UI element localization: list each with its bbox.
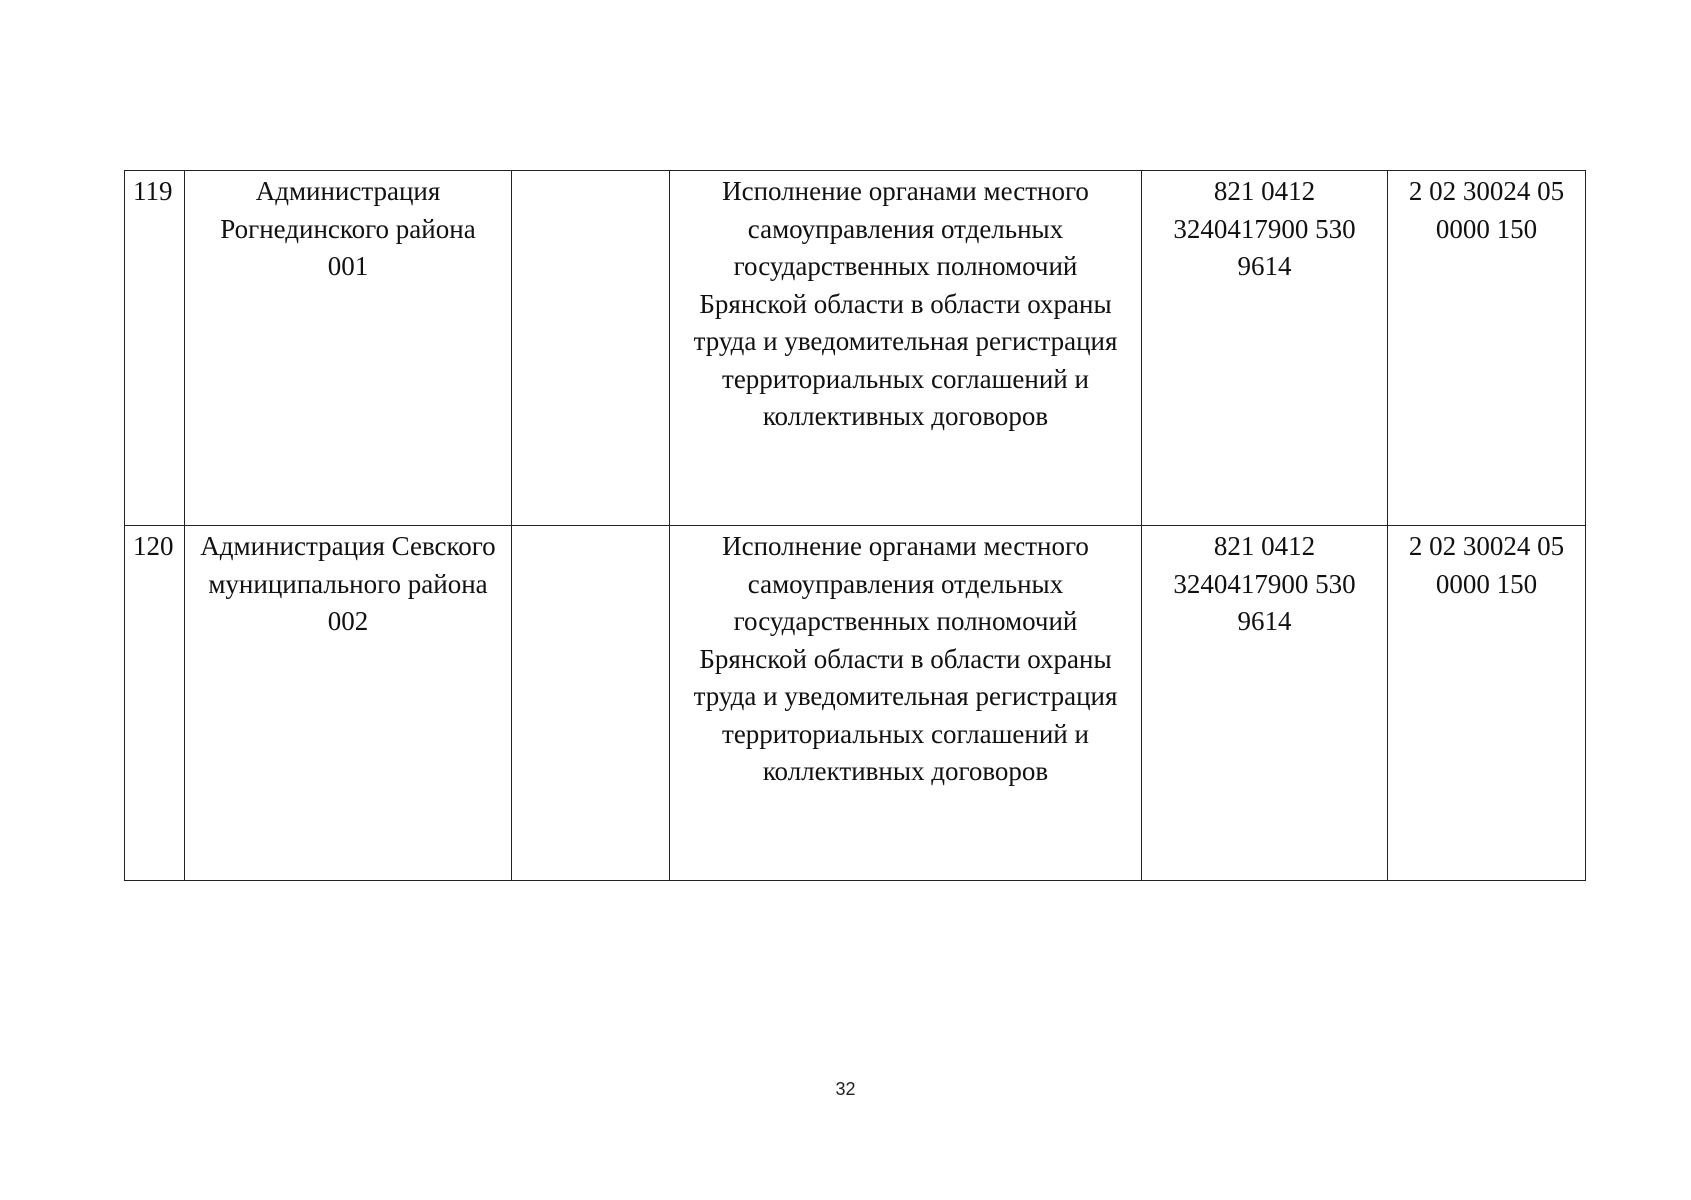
recipient-line: Администрация bbox=[255, 176, 441, 206]
purpose-line: государственных полномочий bbox=[733, 251, 1078, 281]
row-number-cell bbox=[125, 526, 185, 881]
budget-code-line: 821 0412 bbox=[1213, 176, 1316, 206]
empty-cell bbox=[512, 171, 670, 526]
revenue-code-cell bbox=[1388, 171, 1586, 526]
table-row bbox=[125, 526, 1586, 881]
purpose-line: государственных полномочий bbox=[733, 606, 1078, 636]
recipient-line: Рогнединского района bbox=[220, 213, 476, 244]
recipient-line: Администрация Севского bbox=[200, 531, 496, 561]
revenue-code-line: 2 02 30024 05 bbox=[1408, 176, 1565, 206]
page-number: 32 bbox=[835, 1079, 856, 1099]
revenue-code-line: 0000 150 bbox=[1435, 568, 1538, 599]
budget-code-line: 9614 bbox=[1237, 606, 1292, 636]
revenue-code-cell bbox=[1388, 526, 1586, 881]
budget-code-cell bbox=[1142, 526, 1388, 881]
purpose-line: коллективных договоров bbox=[762, 756, 1049, 786]
budget-code-line: 9614 bbox=[1237, 251, 1292, 281]
budget-code-line: 3240417900 530 bbox=[1173, 568, 1356, 599]
empty-cell bbox=[512, 526, 670, 881]
table-row bbox=[125, 171, 1586, 526]
row-number: 119 bbox=[133, 176, 173, 206]
purpose-line: территориальных соглашений и bbox=[722, 718, 1089, 749]
recipient-cell bbox=[185, 171, 512, 526]
purpose-line: труда и уведомительная регистрация bbox=[693, 681, 1118, 711]
purpose-line: самоуправления отдельных bbox=[747, 213, 1064, 244]
revenue-code-line: 0000 150 bbox=[1435, 213, 1538, 244]
recipient-line: муниципального района bbox=[208, 568, 488, 599]
row-number: 120 bbox=[133, 531, 174, 561]
purpose-line: Брянской области в области охраны bbox=[699, 288, 1112, 319]
row-number-cell bbox=[125, 171, 185, 526]
purpose-line: самоуправления отдельных bbox=[747, 568, 1064, 599]
purpose-line: территориальных соглашений и bbox=[722, 363, 1089, 394]
revenue-code-line: 2 02 30024 05 bbox=[1408, 531, 1565, 561]
recipient-line: 002 bbox=[327, 606, 369, 636]
recipient-cell bbox=[185, 526, 512, 881]
budget-code-line: 821 0412 bbox=[1213, 531, 1316, 561]
purpose-line: Брянской области в области охраны bbox=[699, 643, 1112, 674]
purpose-line: коллективных договоров bbox=[762, 401, 1049, 431]
recipient-line: 001 bbox=[327, 251, 369, 281]
purpose-line: Исполнение органами местного bbox=[722, 531, 1089, 561]
allocation-table bbox=[124, 170, 1586, 881]
budget-code-cell bbox=[1142, 171, 1388, 526]
purpose-line: труда и уведомительная регистрация bbox=[693, 326, 1118, 356]
budget-code-line: 3240417900 530 bbox=[1173, 213, 1356, 244]
purpose-cell bbox=[670, 171, 1142, 526]
purpose-line: Исполнение органами местного bbox=[722, 176, 1089, 206]
purpose-cell bbox=[670, 526, 1142, 881]
